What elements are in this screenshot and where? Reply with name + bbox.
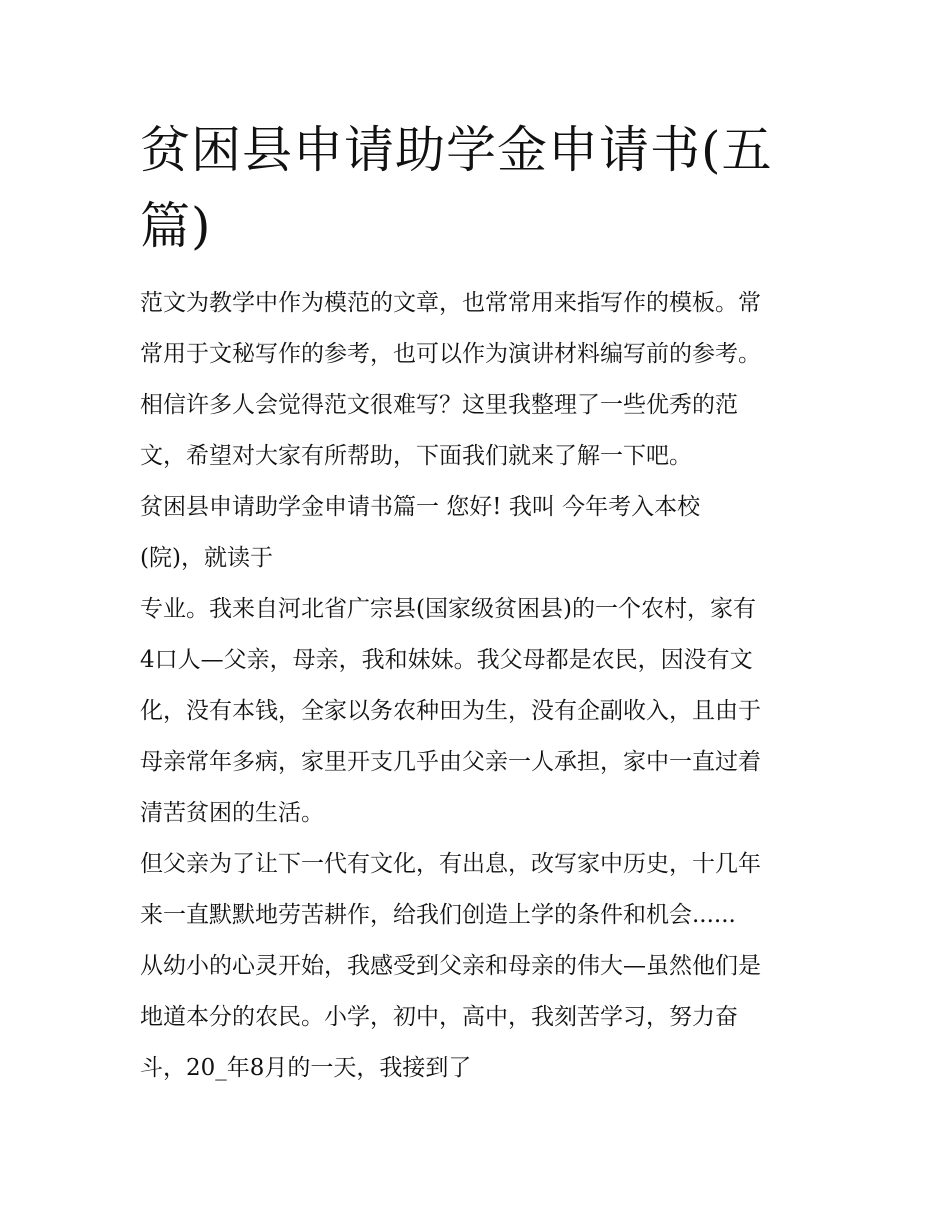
- father-effort-paragraph: 但父亲为了让下一代有文化，有出息，改写家中历史，十几年 来一直默默地劳苦耕作，给我们创造上学的条件和机会......: [140, 851, 761, 928]
- family-background-paragraph: 专业。我来自河北省广宗县(国家级贫困县)的一个农村，家有 4口人—父亲，母亲，我和妹妹。我父母都是农民，因没有文 化，没有本钱，全家以务农种田为生，没有企副收入，且由于 母亲常年多病，家里开支几乎由父亲一人承担，家中一直过着 清苦贫困的生活。: [140, 596, 761, 826]
- document-body: [140, 278, 820, 1094]
- intro-paragraph: 范文为教学中作为模范的文章，也常常用来指写作的模板。常 常用于文秘写作的参考，也可以作为演讲材料编写前的参考。 相信许多人会觉得范文很难写？这里我整理了一些优秀的范 文，希望对大家有所帮助，下面我们就来了解一下吧。: [140, 290, 761, 469]
- letter-opening-paragraph: 贫困县申请助学金申请书篇一 您好! 我叫 今年考入本校 (院)，就读于: [140, 494, 701, 571]
- document-title: 贫困县申请助学金申请书(五篇): [140, 121, 773, 255]
- study-experience-paragraph: 从幼小的心灵开始，我感受到父亲和母亲的伟大—虽然他们是 地道本分的农民。小学，初中，高中，我刻苦学习，努力奋 斗，20_年8月的一天，我接到了: [140, 953, 761, 1081]
